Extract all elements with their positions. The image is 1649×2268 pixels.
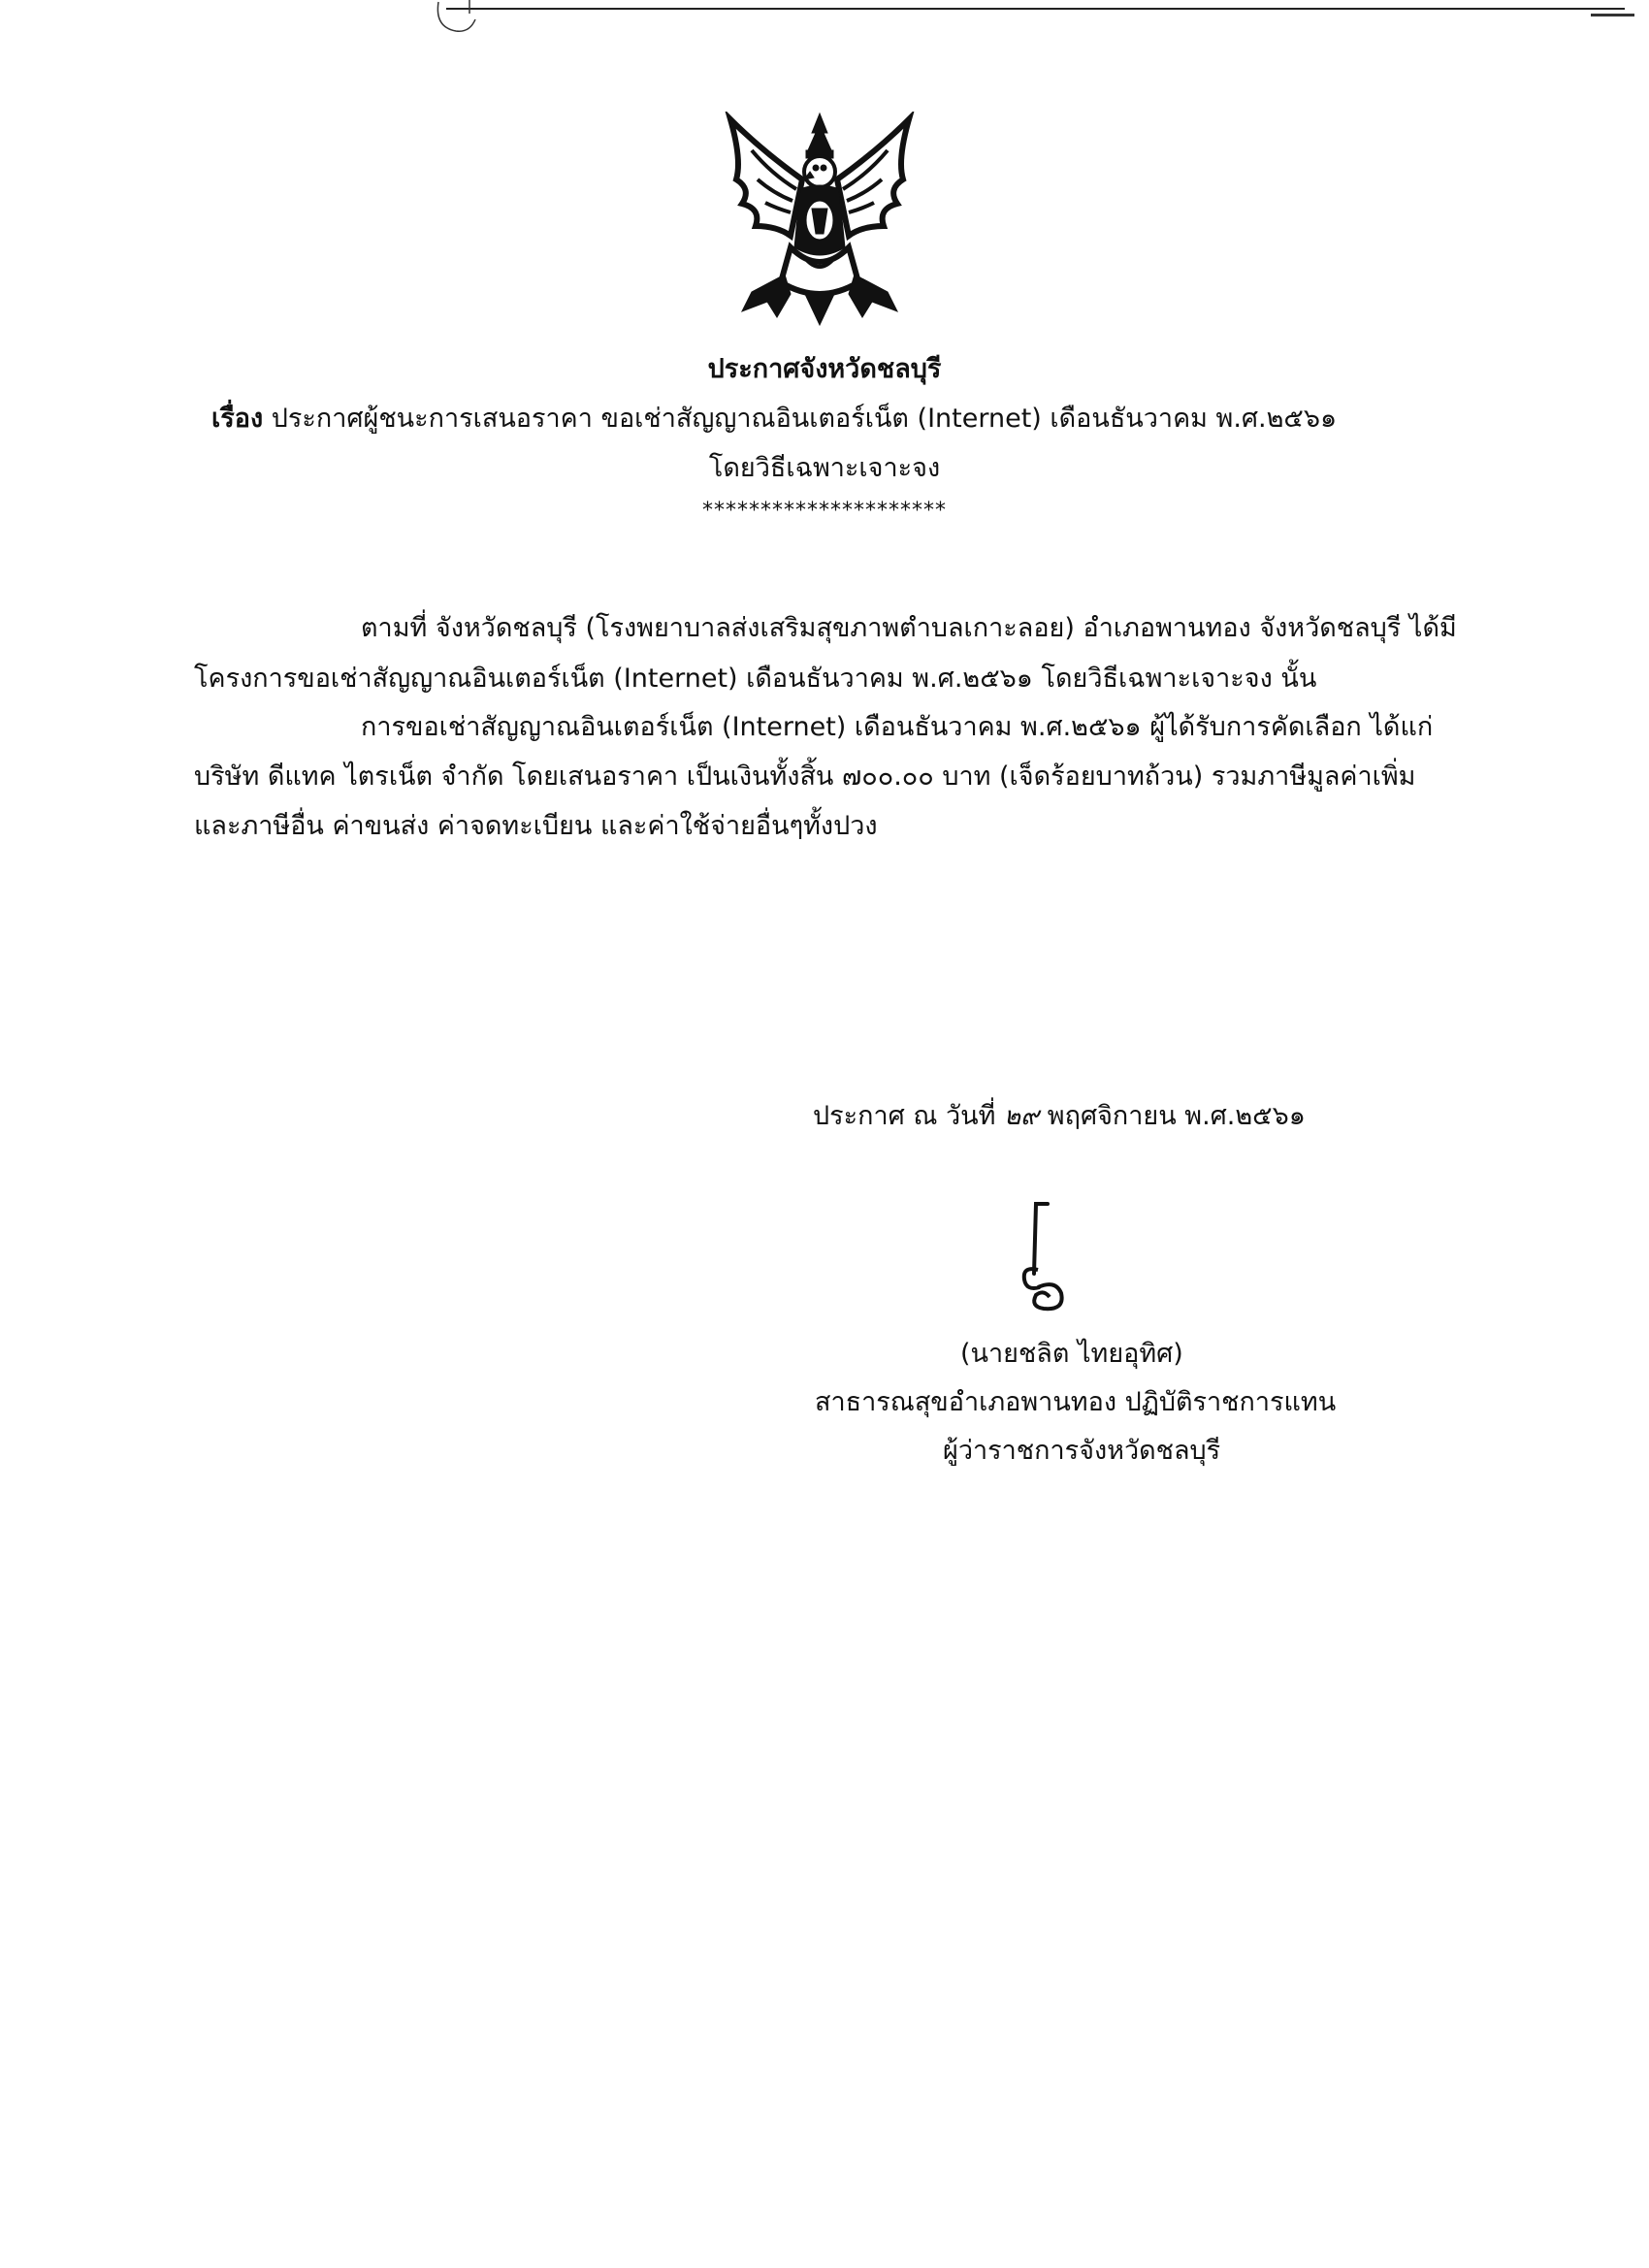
paragraph-1-line-2: โครงการขอเช่าสัญญาณอินเตอร์เน็ต (Internet) เดือนธันวาคม พ.ศ.๒๕๖๑ โดยวิธีเฉพาะเจาะจง นั้น [194,664,1317,694]
signatory-name: (นายชลิต ไทยอุทิศ) [960,1339,1183,1369]
scan-border-line [446,8,1625,10]
date-prefix: ประกาศ ณ วันที่ [813,1101,996,1131]
method-line: โดยวิธีเฉพาะเจาะจง [708,453,941,483]
subject-label: เรื่อง [211,404,264,434]
garuda-emblem-icon [723,112,917,327]
paragraph-2-line-1: การขอเช่าสัญญาณอินเตอร์เน็ต (Internet) เดือนธันวาคม พ.ศ.๒๕๖๑ ผู้ได้รับการคัดเลือก ได้แก่ [361,712,1434,742]
paragraph-2-line-2: บริษัท ดีแทค ไตรเน็ต จำกัด โดยเสนอราคา เป็นเงินทั้งสิ้น ๗๐๐.๐๐ บาท (เจ็ดร้อยบาทถ้วน) รวมภาษีมูลค่าเพิ่ม [194,761,1416,792]
separator-stars: ********************* [702,499,947,523]
date-day: ๒๙ [1004,1102,1040,1131]
signatory-position: สาธารณสุขอำเภอพานทอง ปฏิบัติราชการแทน [815,1387,1337,1417]
scan-artifact-icon [427,0,485,39]
signature-image [1009,1198,1077,1314]
signatory-office: ผู้ว่าราชการจังหวัดชลบุรี [943,1436,1221,1466]
subject-text: ประกาศผู้ชนะการเสนอราคา ขอเช่าสัญญาณอินเตอร์เน็ต (Internet) เดือนธันวาคม พ.ศ.๒๕๖๑ [271,404,1338,434]
announcement-date-line [813,1099,1306,1134]
subject-line [211,402,1375,437]
paragraph-2-line-3: และภาษีอื่น ค่าขนส่ง ค่าจดทะเบียน และค่าใช้จ่ายอื่นๆทั้งปวง [194,811,878,841]
announcement-title: ประกาศจังหวัดชลบุรี [707,354,942,384]
paragraph-1-line-1: ตามที่ จังหวัดชลบุรี (โรงพยาบาลส่งเสริมสุขภาพตำบลเกาะลอย) อำเภอพานทอง จังหวัดชลบุรี ได้มี [361,613,1457,643]
date-suffix: พฤศจิกายน พ.ศ.๒๕๖๑ [1047,1101,1306,1131]
scan-border-mark [1591,14,1634,16]
